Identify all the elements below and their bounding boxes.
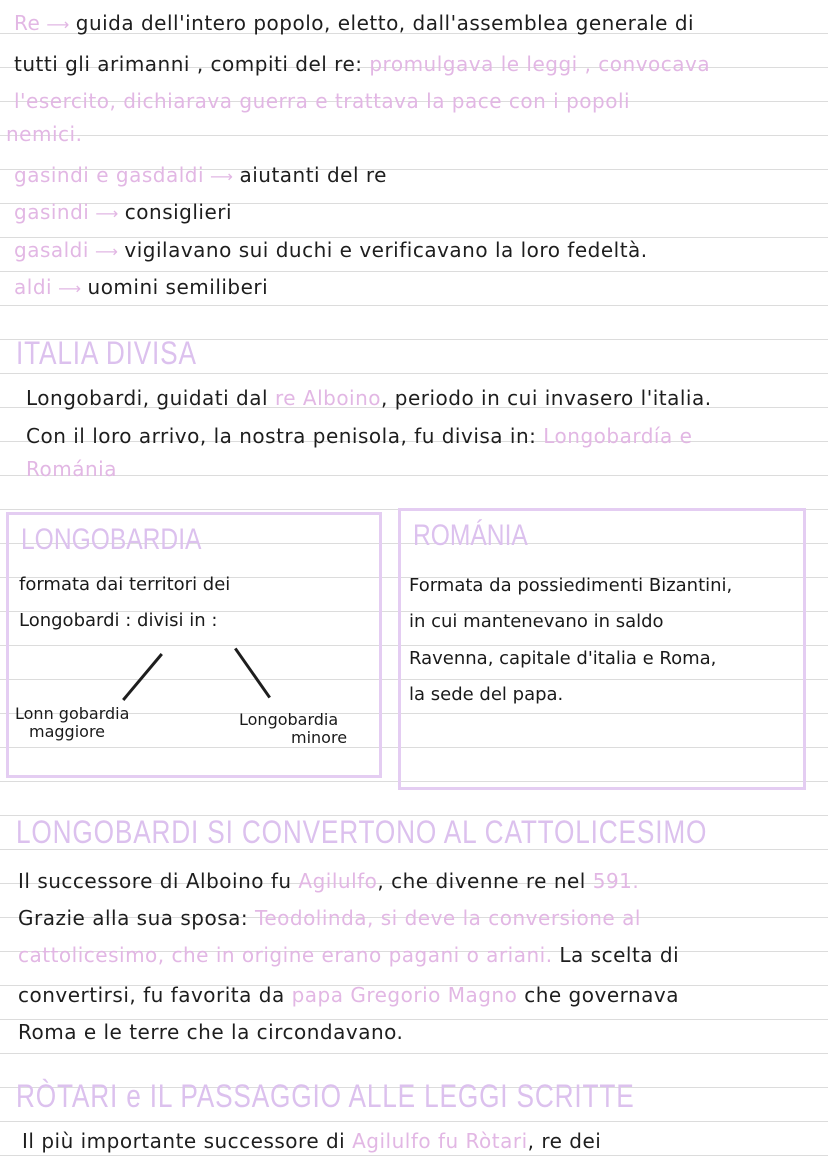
arrow-icon: ⟶	[94, 242, 119, 261]
text-line	[14, 6, 694, 42]
line-highlight: nemici.	[6, 122, 83, 146]
line-text: La scelta di	[559, 943, 680, 967]
line-text: Longobardi, guidati dal	[26, 386, 269, 410]
line-text: Il successore di Alboino fu	[18, 869, 292, 893]
box-line: Ravenna, capitale d'italia e Roma,	[409, 648, 717, 669]
branch-right-line2: minore	[291, 728, 348, 747]
box-line: Longobardi : divisi in :	[19, 610, 218, 631]
term: gasindi	[14, 200, 90, 224]
section-heading: LONGOBARDI SI CONVERTONO AL CATTOLICESIMO	[16, 814, 708, 850]
arrow-icon: ⟶	[58, 279, 82, 298]
term-re: Re	[14, 11, 41, 35]
box-line: formata dai territori dei	[19, 574, 231, 595]
text-line	[14, 158, 387, 194]
branch-right-line1: Longobardia	[239, 710, 339, 729]
text-line	[14, 47, 710, 81]
line-highlight: Teodolinda, si deve la conversione al	[255, 906, 641, 930]
text-line	[18, 938, 679, 972]
line-text: Il più importante successore di	[22, 1129, 346, 1153]
line-text: , periodo in cui invasero l'italia.	[381, 386, 712, 410]
line-text: guida dell'intero popolo, eletto, dall'assemblea generale di	[75, 11, 695, 35]
text-line	[18, 978, 679, 1012]
box-title: LONGOBARDIA	[21, 523, 202, 556]
box-title: ROMÁNIA	[413, 519, 528, 552]
text-line	[6, 117, 82, 151]
line-highlight: l'esercito, dichiarava guerra e trattava la pace con i popoli	[14, 89, 631, 113]
text-line	[18, 1015, 403, 1049]
line-highlight: promulgava le leggi , convocava	[369, 52, 711, 76]
line-highlight: 591.	[592, 869, 640, 893]
line-text: che governava	[524, 983, 680, 1007]
line-text: uomini semiliberi	[87, 275, 269, 299]
branch-right	[239, 711, 347, 747]
term: gasaldi	[14, 238, 89, 262]
text-line	[22, 1124, 601, 1158]
section-heading: ITALIA DIVISA	[16, 335, 197, 371]
branch-line-left	[122, 653, 163, 701]
text-line	[14, 270, 268, 306]
text-line	[26, 419, 692, 453]
line-text: , che divenne re nel	[377, 869, 586, 893]
box-romania	[398, 508, 806, 790]
section-heading: RÒTARI e IL PASSAGGIO ALLE LEGGI SCRITTE	[16, 1078, 635, 1114]
text-line	[26, 452, 117, 486]
line-text: Con il loro arrivo, la nostra penisola, fu divisa in:	[26, 424, 537, 448]
box-line: Formata da possiedimenti Bizantini,	[409, 575, 733, 596]
text-line	[14, 84, 630, 118]
line-highlight: Longobardía e	[543, 424, 693, 448]
line-text: consiglieri	[124, 200, 233, 224]
line-text: , re dei	[527, 1129, 602, 1153]
line-text: Roma e le terre che la circondavano.	[18, 1020, 404, 1044]
branch-line-right	[234, 648, 271, 699]
line-highlight: Románia	[26, 457, 117, 481]
box-longobardia	[6, 512, 382, 778]
text-line	[14, 195, 232, 231]
line-text: convertirsi, fu favorita da	[18, 983, 285, 1007]
arrow-icon: ⟶	[210, 167, 234, 186]
text-line	[18, 901, 641, 935]
line-text: aiutanti del re	[239, 163, 387, 187]
box-line: in cui mantenevano in saldo	[409, 611, 664, 632]
line-text: vigilavano sui duchi e verificavano la loro fedeltà.	[124, 238, 648, 262]
line-highlight: Agilulfo	[298, 869, 378, 893]
box-line: la sede del papa.	[409, 684, 564, 705]
text-line	[26, 381, 712, 415]
line-text: Grazie alla sua sposa:	[18, 906, 249, 930]
term: gasindi e gasdaldi	[14, 163, 205, 187]
branch-left-line1: Lonn gobardia	[15, 704, 130, 723]
line-highlight: cattolicesimo, che in origine erano pagani o ariani.	[18, 943, 553, 967]
line-text: tutti gli arimanni , compiti del re:	[14, 52, 363, 76]
arrow-icon: ⟶	[46, 15, 70, 34]
line-highlight: Agilulfo fu Ròtari	[352, 1129, 528, 1153]
text-line	[18, 864, 639, 898]
text-line	[14, 233, 648, 269]
line-highlight: papa Gregorio Magno	[291, 983, 518, 1007]
term: aldi	[14, 275, 53, 299]
arrow-icon: ⟶	[95, 204, 119, 223]
branch-left-line2: maggiore	[29, 722, 106, 741]
line-highlight: re Alboino	[274, 386, 382, 410]
branch-left	[15, 705, 129, 741]
